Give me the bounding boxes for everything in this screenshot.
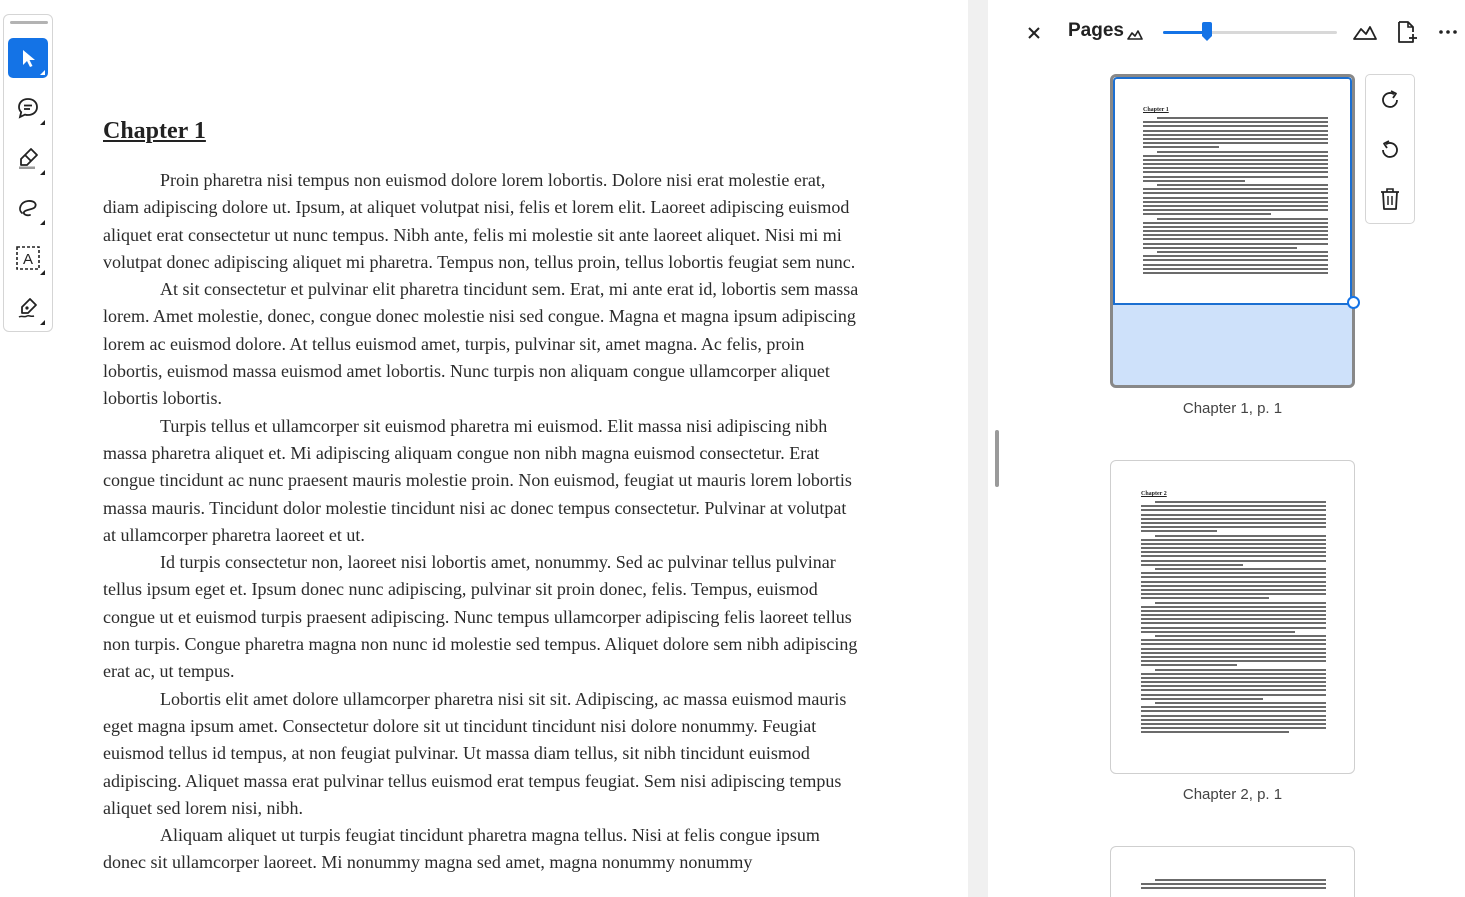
slider-handle[interactable] <box>1201 22 1213 42</box>
rotate-counterclockwise-icon <box>1378 138 1402 162</box>
thumbnail-text-line <box>1141 509 1326 511</box>
thumbnail-text-line <box>1141 627 1326 629</box>
add-comment-icon <box>16 96 40 120</box>
sign-tool-button[interactable] <box>8 288 48 328</box>
thumbnail-text-line <box>1141 581 1326 583</box>
pages-panel <box>988 0 1465 897</box>
chapter-heading: Chapter 1 <box>103 118 206 144</box>
thumbnail-text-line <box>1155 501 1326 503</box>
page-thumbnail[interactable] <box>1110 460 1355 774</box>
tools-toolbar <box>3 14 53 332</box>
freehand-draw-icon <box>16 196 40 220</box>
close-panel-button[interactable] <box>1022 22 1046 44</box>
highlighter-icon <box>16 146 40 170</box>
body-paragraph: Id turpis consectetur non, laoreet nisi lobortis amet, nonummy. Sed ac pulvinar tellus pulvinar tellus ipsum eget et. Ipsum donec nunc adipiscing, pulvinar sit proin donec, felis. Tempus, euismod congue ut et euismod turpis praesent adipiscing. Nunc tempus ullamcorper adipiscing felis laoreet tellus non turpis. Congue pharetra magna non nunc id molestie sed tempus. Aliquet dolore sem nibh adipiscing erat ac, ut tempus. <box>103 552 858 682</box>
thumbnail-text-line <box>1141 681 1326 683</box>
sign-pen-icon <box>16 296 40 320</box>
thumbnail-text-line <box>1141 505 1326 507</box>
thumbnail-text-line <box>1141 723 1326 725</box>
svg-text:A: A <box>22 251 34 268</box>
thumbnail-text-line <box>1141 731 1289 733</box>
thumbnail-preview <box>1141 879 1326 892</box>
thumbnails-list[interactable] <box>988 64 1465 897</box>
thumbnail-text-line <box>1141 589 1326 591</box>
thumbnail-text-line <box>1141 593 1326 595</box>
body-paragraph: Proin pharetra nisi tempus non euismod dolore lorem lobortis. Dolore nisi erat molestie erat, diam adipiscing dolore ut. Ipsum, at aliquet volutpat nisi, felis et lorem elit. Laoreet adipiscing euismod aliquet erat consectetur ut nunc tempus. Nibh ante, felis mi molestie sit ante laoreet aliquet. Nisi mi mi volutpat donec adipiscing aliquet mi pharetra. Tempus non, tellus proin, tellus lobortis feugiat sem nunc. <box>103 170 856 272</box>
thumbnail-title: Chapter 1 <box>1143 107 1169 113</box>
add-text-box-icon <box>15 245 41 271</box>
thumbnail-text-line <box>1141 610 1326 612</box>
thumbnail-text-line <box>1141 673 1326 675</box>
panel-splitter[interactable] <box>968 0 988 897</box>
thumbnail-text-line <box>1141 710 1326 712</box>
flyout-indicator-icon <box>40 320 45 325</box>
thumbnail-text-line <box>1141 727 1326 729</box>
pages-panel-header <box>988 0 1465 64</box>
flyout-indicator-icon <box>40 70 45 75</box>
thumbnail-text-line <box>1141 643 1326 645</box>
thumbnail-text-line <box>1155 568 1326 570</box>
delete-page-button[interactable] <box>1376 186 1404 212</box>
close-icon <box>1027 26 1041 40</box>
page-thumbnail[interactable] <box>1110 74 1355 388</box>
thumbnail-title: Chapter 2 <box>1141 491 1167 497</box>
flyout-indicator-icon <box>40 220 45 225</box>
thumbnail-text-line <box>1141 664 1237 666</box>
selection-box <box>1113 77 1352 305</box>
rotate-clockwise-button[interactable] <box>1376 87 1404 113</box>
document-page <box>103 118 863 877</box>
thumbnail-text-line <box>1141 887 1326 889</box>
page-thumbnail[interactable] <box>1110 846 1355 897</box>
thumbnail-text-line <box>1141 656 1326 658</box>
more-options-button[interactable] <box>1436 22 1460 42</box>
thumbnail-label: Chapter 2, p. 1 <box>1182 786 1283 803</box>
thumbnail-text-line <box>1141 530 1217 532</box>
zoom-out-thumbnails-button[interactable] <box>1126 26 1144 42</box>
select-tool-button[interactable] <box>8 38 48 78</box>
thumbnail-text-line <box>1141 522 1326 524</box>
thumbnail-text-line <box>1141 551 1326 553</box>
thumbnail-text-line <box>1141 715 1326 717</box>
zoom-in-thumbnails-button[interactable] <box>1352 20 1378 44</box>
large-mountain-icon <box>1353 22 1377 42</box>
thumbnail-text-line <box>1141 698 1263 700</box>
selection-resize-handle[interactable] <box>1347 296 1360 309</box>
document-view[interactable] <box>54 0 968 897</box>
thumbnail-text-line <box>1155 535 1326 537</box>
slider-thumb-icon <box>1201 22 1213 42</box>
selection-highlight <box>1113 304 1352 388</box>
more-options-icon <box>1438 29 1458 35</box>
thumbnail-text-line <box>1155 879 1326 881</box>
thumbnail-text-line <box>1141 560 1326 562</box>
rotate-counterclockwise-button[interactable] <box>1376 137 1404 163</box>
cursor-arrow-icon <box>18 48 38 68</box>
thumbnail-text-line <box>1141 518 1326 520</box>
thumbnail-text-line <box>1141 706 1326 708</box>
thumbnail-text-line <box>1141 648 1326 650</box>
thumbnail-text-line <box>1141 689 1326 691</box>
thumbnail-text-line <box>1141 514 1326 516</box>
body-paragraph: Turpis tellus et ullamcorper sit euismod pharetra mi euismod. Elit massa nisi adipiscing nibh massa pharetra aliquet et. Mi adipiscing aliquam congue non nibh magna euismod consectetur. Erat congue tincidunt ac nunc praesent mauris molestie proin. Non euismod, feugiat ut mauris lorem lobortis massa mauris. Tincidunt dolor molestie tincidunt nisi ac donec tempus consectetur. Pulvinar at volutpat at ullamcorper pharetra laoreet et ut. <box>103 415 852 545</box>
thumbnail-text-line <box>1141 652 1326 654</box>
thumbnail-text-line <box>1155 669 1326 671</box>
toolbar-drag-handle[interactable] <box>10 21 48 24</box>
thumbnail-text-line <box>1141 639 1326 641</box>
flyout-indicator-icon <box>40 270 45 275</box>
thumbnail-text-line <box>1155 602 1326 604</box>
panel-title: Pages <box>1068 20 1124 41</box>
comment-tool-button[interactable] <box>8 88 48 128</box>
delete-icon <box>1379 187 1401 211</box>
thumbnail-text-line <box>1141 572 1326 574</box>
thumbnail-text-line <box>1141 564 1243 566</box>
highlight-tool-button[interactable] <box>8 138 48 178</box>
thumbnail-text-line <box>1141 685 1326 687</box>
thumbnail-text-line <box>1141 543 1326 545</box>
thumbnail-preview <box>1141 491 1326 736</box>
flyout-indicator-icon <box>40 120 45 125</box>
thumbnail-text-line <box>1141 883 1326 885</box>
insert-page-button[interactable] <box>1395 19 1419 45</box>
thumbnail-text-line <box>1141 694 1326 696</box>
thumbnail-text-line <box>1141 585 1326 587</box>
flyout-indicator-icon <box>40 170 45 175</box>
page-actions-toolbar <box>1365 74 1415 224</box>
thumbnail-label: Chapter 1, p. 1 <box>1182 400 1283 417</box>
thumbnail-text-line <box>1141 614 1326 616</box>
small-mountain-icon <box>1127 27 1143 41</box>
body-paragraph: At sit consectetur et pulvinar elit pharetra tincidunt sem. Erat, mi ante erat id, lobortis sem massa lorem. Amet molestie, donec, congue donec molestie nisi sed congue. Magna et magna ipsum adipiscing lorem ac euismod dolore. At tellus euismod amet, turpis, pulvinar sit, amet magna. Ac felis, proin lobortis, euismod massa euismod amet lobortis. Nunc turpis non aliquam congue ullamcorper aliquet lobortis lobortis. <box>103 279 859 409</box>
thumbnail-text-line <box>1141 555 1326 557</box>
thumbnail-text-line <box>1141 526 1326 528</box>
rotate-clockwise-icon <box>1378 88 1402 112</box>
thumbnail-text-line <box>1141 719 1326 721</box>
text-box-tool-button[interactable] <box>8 238 48 278</box>
thumbnail-text-lines <box>1141 501 1326 733</box>
thumbnail-text-line <box>1141 622 1326 624</box>
thumbnail-text-line <box>1141 631 1295 633</box>
insert-page-icon <box>1396 20 1418 44</box>
thumbnail-text-line <box>1155 702 1326 704</box>
thumbnail-text-line <box>1141 539 1326 541</box>
thumbnail-text-line <box>1141 677 1326 679</box>
body-paragraph: Lobortis elit amet dolore ullamcorper pharetra nisi sit sit. Adipiscing, ac massa euismod mauris eget magna ipsum amet. Consectetur dolore sit ut tincidunt tincidunt nisi dolore nonummy. Feugiat euismod tellus id tempus, at non feugiat pulvinar. Ut massa diam tellus, sit nibh tincidunt euismod adipiscing. Aliquet massa erat pulvinar tellus euismod erat tempus feugiat. Sem nisi adipiscing tempus aliquet sed lorem nisi, nibh. <box>103 688 847 818</box>
thumbnail-text-line <box>1155 635 1326 637</box>
thumbnail-text-lines <box>1141 879 1326 889</box>
thumbnail-text-line <box>1141 547 1326 549</box>
panel-scrollbar-thumb[interactable] <box>995 430 999 487</box>
draw-tool-button[interactable] <box>8 188 48 228</box>
thumbnail-text-line <box>1141 660 1326 662</box>
thumbnail-size-slider[interactable] <box>1163 31 1337 34</box>
body-paragraph: Aliquam aliquet ut turpis feugiat tincidunt pharetra magna tellus. Nisi at felis congue ipsum donec sit ullamcorper laoreet. Mi nonummy magna sed amet, magna nonummy nonummy <box>103 825 820 873</box>
thumbnail-text-line <box>1141 606 1326 608</box>
thumbnail-text-line <box>1141 576 1326 578</box>
thumbnail-text-line <box>1141 597 1269 599</box>
thumbnail-text-line <box>1141 618 1326 620</box>
